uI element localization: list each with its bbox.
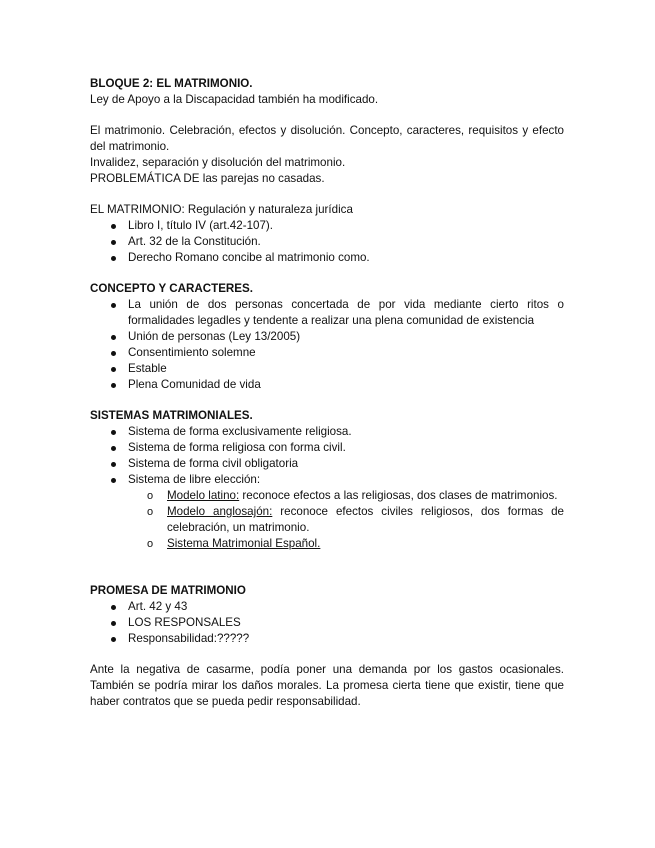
- closing-paragraph: Ante la negativa de casarme, podía poner una demanda por los gastos ocasionales. También se podría mirar los daños morales. La promesa cierta tiene que existir, tiene que haber contratos que se pueda pedir responsabilidad.: [90, 663, 564, 708]
- list-item: Sistema de forma exclusivamente religiosa.: [90, 424, 564, 440]
- topic-line: PROBLEMÁTICA DE las parejas no casadas.: [90, 172, 325, 185]
- list-item: Sistema de forma civil obligatoria: [90, 456, 564, 472]
- list-item: Libro I, título IV (art.42-107).: [90, 218, 564, 234]
- systems-heading: SISTEMAS MATRIMONIALES.: [90, 409, 253, 422]
- list-item: Responsabilidad:?????: [90, 631, 564, 647]
- model-text: reconoce efectos a las religiosas, dos clases de matrimonios.: [239, 489, 558, 502]
- list-item: Art. 42 y 43: [90, 599, 564, 615]
- systems-sublist: [90, 488, 564, 552]
- list-item: Plena Comunidad de vida: [90, 377, 564, 393]
- list-item: Art. 32 de la Constitución.: [90, 234, 564, 250]
- document-body: [90, 76, 564, 710]
- sublist-item: [90, 504, 564, 536]
- list-item: Derecho Romano concibe al matrimonio como.: [90, 250, 564, 266]
- promise-list: [90, 599, 564, 647]
- promise-heading: PROMESA DE MATRIMONIO: [90, 584, 246, 597]
- concept-list: [90, 297, 564, 393]
- sublist-item: [90, 536, 564, 552]
- list-item: Estable: [90, 361, 564, 377]
- model-text: reconoce efectos civiles religiosos, dos formas de celebración, un matrimonio.: [167, 505, 564, 534]
- list-item: Sistema de libre elección:: [90, 472, 564, 488]
- sublist-item: [90, 488, 564, 504]
- list-item: La unión de dos personas concertada de por vida mediante cierto ritos o formalidades legadles y tendente a realizar una plena comunidad de existencia: [90, 297, 564, 329]
- intro-line: Ley de Apoyo a la Discapacidad también ha modificado.: [90, 93, 379, 106]
- regulation-list: [90, 218, 564, 266]
- model-label: Modelo anglosajón:: [167, 505, 273, 518]
- list-item: Sistema de forma religiosa con forma civil.: [90, 440, 564, 456]
- regulation-heading: EL MATRIMONIO: Regulación y naturaleza jurídica: [90, 203, 353, 216]
- list-item: Unión de personas (Ley 13/2005): [90, 329, 564, 345]
- model-label: Modelo latino:: [167, 489, 240, 502]
- systems-list: [90, 424, 564, 488]
- topic-line: Invalidez, separación y disolución del matrimonio.: [90, 156, 346, 169]
- model-label: Sistema Matrimonial Español.: [167, 537, 321, 550]
- concept-heading: CONCEPTO Y CARACTERES.: [90, 282, 253, 295]
- topic-line: El matrimonio. Celebración, efectos y disolución. Concepto, caracteres, requisitos y efecto del matrimonio.: [90, 124, 564, 153]
- list-item: Consentimiento solemne: [90, 345, 564, 361]
- block-title: BLOQUE 2: EL MATRIMONIO.: [90, 77, 253, 90]
- list-item: LOS RESPONSALES: [90, 615, 564, 631]
